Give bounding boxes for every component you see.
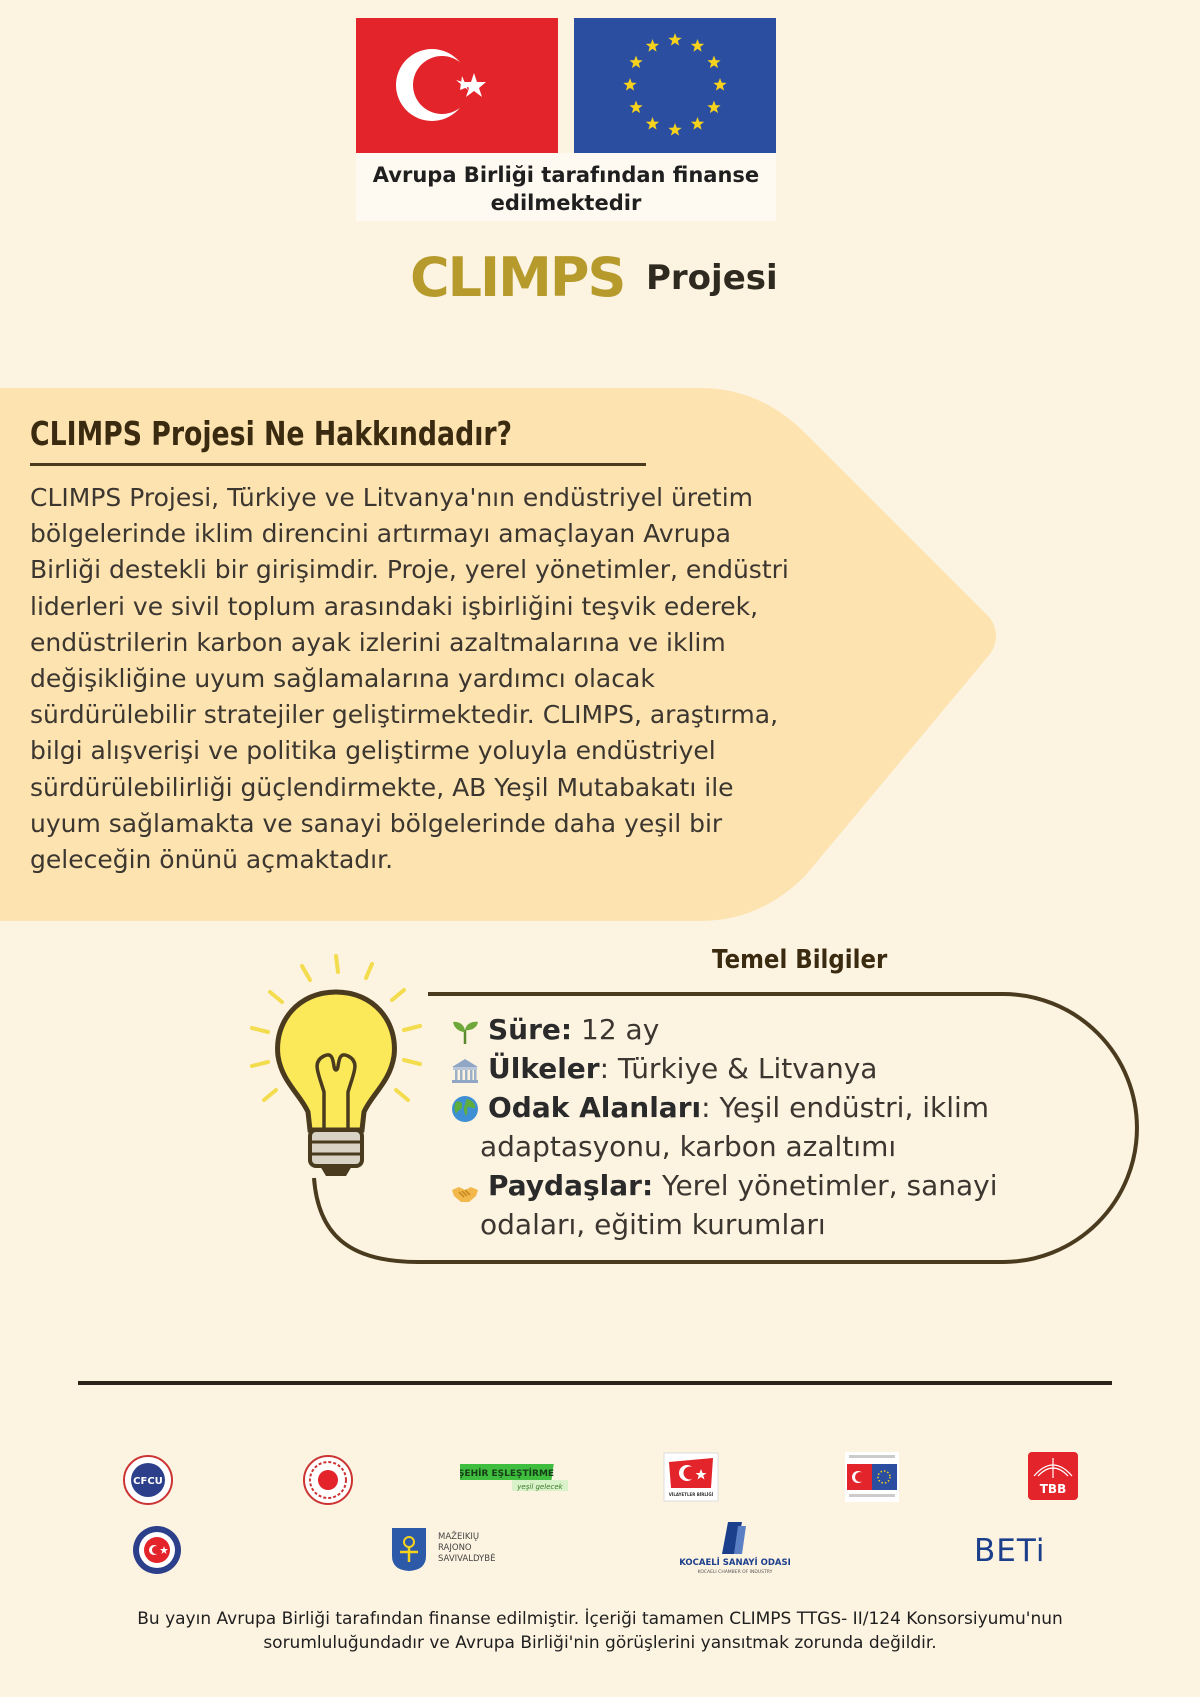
stakeholders-value: Yerel yönetimler, sanayi	[653, 1169, 998, 1202]
eu-star	[623, 78, 636, 91]
eu-star	[691, 117, 704, 130]
climps-logo: CLIMPS	[410, 246, 625, 309]
info-item-duration	[450, 1010, 1090, 1049]
sehir-eslestirme-logo	[460, 1462, 570, 1494]
about-body: CLIMPS Projesi, Türkiye ve Litvanya'nın endüstriyel üretim bölgelerinde iklim direncini artırmayı amaçlayan Avrupa Birliği destekli bir girişimdir. Proje, yerel yönetimler, endüstri liderleri ve sivil toplum arasındaki işbirliğini teşvik ederek, endüstrilerin karbon ayak izlerini azaltmalarına ve iklim değişikliğine uyum sağlamalarına yardımcı olacak sürdürülebilir stratejiler geliştirmektedir. CLIMPS, araştırma, bilgi alışverişi ve politika geliştirme yoluyla endüstriyel sürdürülebilirliği güçlendirmekte, AB Yeşil Mutabakatı ile uyum sağlamakta ve sanayi bölgelerinde daha yeşil bir geleceğin önünü açmaktadır.	[30, 483, 789, 875]
project-label: Projesi	[646, 258, 778, 298]
handshake-icon	[450, 1178, 480, 1208]
focus-value-continued: adaptasyonu, karbon azaltımı	[480, 1130, 897, 1163]
tr-eu-emblem	[845, 1452, 899, 1502]
lightbulb-icon	[278, 992, 395, 1176]
cfcu-logo-text: CFCU	[133, 1476, 163, 1487]
eu-star	[668, 33, 681, 46]
funding-line-1: Avrupa Birliği tarafından finanse	[372, 163, 760, 187]
eu-star	[646, 117, 659, 130]
footer-divider	[78, 1381, 1112, 1385]
focus-label: Odak Alanları	[488, 1091, 702, 1124]
eu-star	[629, 101, 642, 114]
focus-value: : Yeşil endüstri, iklim	[701, 1091, 990, 1124]
eu-flag	[574, 18, 776, 153]
eu-star	[713, 78, 726, 91]
funding-statement	[356, 153, 776, 221]
mazeikiai-logo-line-1: MAŽEIKIŲ	[438, 1532, 480, 1542]
sehir-logo-subtext: yeşil gelecek	[517, 1483, 563, 1491]
municipality-seal	[131, 1524, 183, 1576]
countries-label: Ülkeler	[488, 1052, 600, 1085]
seedling-icon	[450, 1016, 480, 1046]
duration-value: 12 ay	[572, 1013, 660, 1046]
vilayetler-birligi-logo	[663, 1452, 719, 1502]
about-title: CLIMPS Projesi Ne Hakkındadır?	[30, 414, 513, 453]
info-item-countries	[450, 1049, 1090, 1088]
footer-line-2: sorumluluğundadır ve Avrupa Birliği'nin görüşlerini yansıtmak zorunda değildir.	[263, 1633, 937, 1653]
stakeholders-value-continued: odaları, eğitim kurumları	[480, 1208, 826, 1241]
info-item-stakeholders	[450, 1166, 1090, 1244]
duration-label: Süre:	[488, 1013, 573, 1046]
eu-star	[668, 123, 681, 136]
eu-star	[707, 101, 720, 114]
mazeikiai-logo-line-2: RAJONO	[438, 1543, 472, 1553]
beti-logo	[974, 1532, 1072, 1568]
title-underline	[30, 463, 646, 466]
key-info-list	[450, 1010, 1090, 1244]
tbb-logo	[1026, 1450, 1080, 1502]
building-icon	[450, 1055, 480, 1085]
countries-value: : Türkiye & Litvanya	[599, 1052, 878, 1085]
mazeikiai-municipality-logo	[390, 1526, 510, 1572]
turkish-flag	[356, 18, 558, 153]
kocaeli-logo-text: KOCAELİ SANAYİ ODASI	[679, 1558, 791, 1568]
tbb-logo-text: TBB	[1039, 1482, 1067, 1496]
globe-icon	[450, 1094, 480, 1124]
kocaeli-chamber-logo	[676, 1520, 794, 1576]
vilayetler-logo-text: VİLAYETLER BİRLİĞİ	[668, 1492, 714, 1497]
mazeikiai-logo-line-3: SAVIVALDYBĖ	[438, 1554, 496, 1564]
funding-line-2: edilmektedir	[490, 191, 642, 215]
stakeholders-label: Paydaşlar:	[488, 1169, 654, 1202]
eu-star	[691, 39, 704, 52]
beti-logo-text: BETi	[974, 1533, 1046, 1568]
eu-star	[707, 56, 720, 69]
footer-disclaimer	[100, 1607, 1100, 1655]
sehir-logo-text: ŞEHİR EŞLEŞTİRME	[460, 1469, 555, 1479]
key-info-heading: Temel Bilgiler	[712, 945, 888, 975]
eu-star	[629, 56, 642, 69]
info-item-focus	[450, 1088, 1090, 1166]
cfcu-logo	[122, 1454, 174, 1506]
kocaeli-logo-subtext: KOCAELI CHAMBER OF INDUSTRY	[697, 1570, 773, 1575]
presidency-emblem	[302, 1454, 354, 1506]
eu-star	[646, 39, 659, 52]
footer-line-1: Bu yayın Avrupa Birliği tarafından finanse edilmiştir. İçeriği tamamen CLIMPS TTGS- II/124 Konsorsiyumu'nun	[137, 1609, 1063, 1629]
